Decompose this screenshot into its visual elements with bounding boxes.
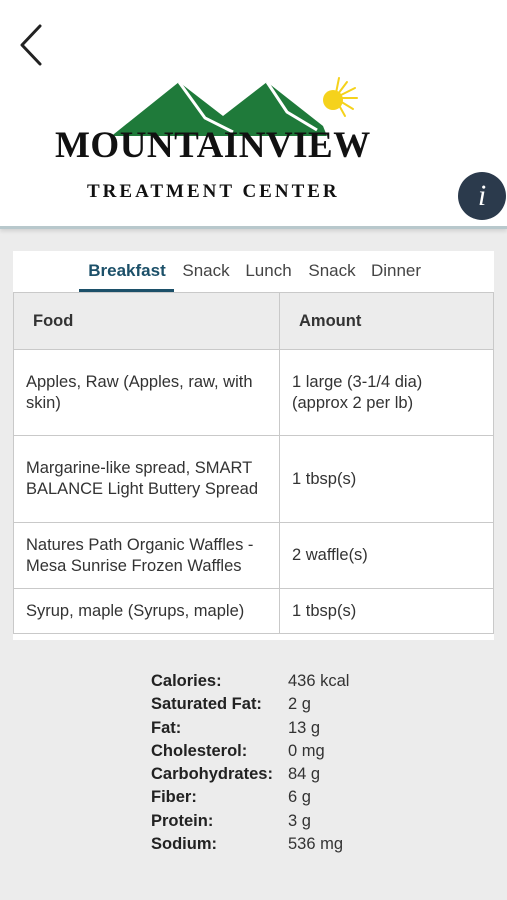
- column-header-amount: Amount: [280, 293, 494, 350]
- amount-cell: 1 tbsp(s): [280, 436, 494, 523]
- nutrition-value: 2 g: [288, 695, 311, 714]
- nutrition-row-fat: [151, 717, 411, 740]
- amount-cell: 1 tbsp(s): [280, 589, 494, 634]
- tab-lunch[interactable]: Lunch: [245, 261, 292, 280]
- mountainview-logo: [55, 76, 371, 206]
- logo-subtitle: TREATMENT CENTER: [87, 181, 340, 202]
- nutrition-value: 13 g: [288, 718, 321, 737]
- nutrition-row-saturated-fat: [151, 693, 411, 716]
- nutrition-row-cholesterol: [151, 740, 411, 763]
- nutrition-row-sodium: [151, 833, 411, 856]
- logo-title: MOUNTAINVIEW: [55, 125, 371, 166]
- tab-snack-morning[interactable]: Snack: [182, 261, 230, 280]
- food-table: [13, 292, 494, 634]
- nutrition-row-protein: [151, 810, 411, 833]
- food-cell: Margarine-like spread, SMART BALANCE Light Buttery Spread: [14, 436, 280, 523]
- table-row: [14, 523, 494, 589]
- nutrition-label: Fiber:: [151, 788, 197, 807]
- chevron-left-icon: [14, 22, 54, 68]
- meal-tabs: [13, 251, 494, 291]
- amount-cell: 1 large (3-1/4 dia) (approx 2 per lb): [280, 350, 494, 436]
- nutrition-label: Protein:: [151, 811, 214, 830]
- column-header-food: Food: [14, 293, 280, 350]
- amount-cell: 2 waffle(s): [280, 523, 494, 589]
- nutrition-label: Cholesterol:: [151, 741, 248, 760]
- nutrition-summary: [151, 670, 411, 856]
- table-row: [14, 436, 494, 523]
- nutrition-row-carbohydrates: [151, 763, 411, 786]
- app-header: [0, 0, 507, 229]
- tab-dinner[interactable]: Dinner: [370, 261, 422, 280]
- tab-breakfast[interactable]: Breakfast: [88, 261, 166, 280]
- nutrition-row-fiber: [151, 786, 411, 809]
- table-row: [14, 350, 494, 436]
- table-header-row: [14, 293, 494, 350]
- nutrition-label: Fat:: [151, 718, 182, 737]
- food-cell: Syrup, maple (Syrups, maple): [14, 589, 280, 634]
- nutrition-row-calories: [151, 670, 411, 693]
- food-cell: Apples, Raw (Apples, raw, with skin): [14, 350, 280, 436]
- nutrition-value: 84 g: [288, 765, 321, 784]
- nutrition-value: 3 g: [288, 811, 311, 830]
- food-cell: Natures Path Organic Waffles - Mesa Sunrise Frozen Waffles: [14, 523, 280, 589]
- tab-snack-afternoon[interactable]: Snack: [308, 261, 356, 280]
- nutrition-value: 0 mg: [288, 741, 325, 760]
- nutrition-value: 436 kcal: [288, 672, 350, 690]
- nutrition-label: Sodium:: [151, 835, 217, 854]
- nutrition-label: Carbohydrates:: [151, 765, 273, 784]
- info-button[interactable]: [458, 172, 506, 220]
- nutrition-label: Saturated Fat:: [151, 695, 262, 714]
- nutrition-label: Calories:: [151, 672, 222, 690]
- nutrition-value: 536 mg: [288, 835, 344, 854]
- back-button[interactable]: [14, 22, 54, 68]
- info-icon: i: [477, 179, 487, 212]
- meal-card: [13, 251, 494, 640]
- table-row: [14, 589, 494, 634]
- nutrition-value: 6 g: [288, 788, 311, 807]
